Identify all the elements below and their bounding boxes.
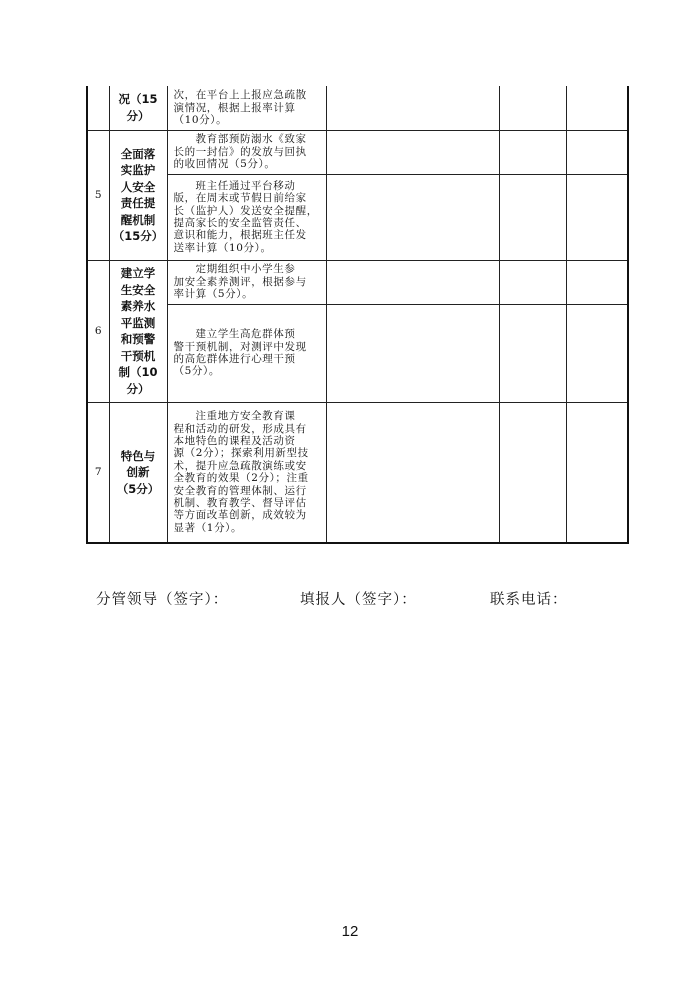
remark-cell — [566, 86, 628, 130]
criteria-line: 警干预机制，对测评中发现 — [173, 340, 307, 353]
self-score-cell — [326, 86, 499, 130]
evidence-cell — [499, 86, 566, 130]
row-number: 6 — [87, 260, 109, 402]
item-line: 素养水 — [120, 299, 156, 313]
criteria-line: 等方面改革创新，成效较为 — [173, 509, 307, 522]
criteria-line: （5分）。 — [173, 365, 220, 378]
row-number: 5 — [87, 130, 109, 260]
evidence-cell — [499, 174, 566, 260]
criteria-cell — [167, 402, 326, 543]
evidence-cell — [499, 304, 566, 402]
criteria-cell — [167, 174, 326, 260]
remark-cell — [566, 130, 628, 174]
criteria-line: 提高家长的安全监管责任、 — [173, 217, 307, 229]
evidence-cell — [499, 130, 566, 174]
item-line: 干预机 — [120, 348, 156, 363]
criteria-line: 安全教育的管理体制、运行 — [173, 484, 307, 497]
criteria-line: 全教育的效果（2分）；注重 — [173, 472, 309, 485]
filler-signature-label: 填报人（签字）： — [300, 592, 417, 608]
criteria-line: 演情况，根据上报率计算 — [173, 101, 296, 114]
criteria-cell — [167, 260, 326, 304]
evaluation-item — [109, 86, 167, 130]
item-line: 创新 — [126, 465, 150, 479]
criteria-line: 加安全素养测评，根据参与 — [173, 275, 307, 288]
self-score-cell — [326, 402, 499, 543]
criteria-line: 本地特色的课程及活动资 — [173, 435, 296, 448]
criteria-cell — [167, 130, 326, 174]
item-line: 人安全 — [120, 179, 156, 194]
self-score-cell — [326, 304, 499, 402]
item-line: 生安全 — [120, 282, 156, 297]
item-line: 特色与 — [120, 448, 156, 463]
criteria-line: 程和活动的研发，形成具有 — [173, 422, 307, 435]
remark-cell — [566, 304, 628, 402]
item-line: 和预警 — [120, 332, 156, 346]
criteria-line: 术，提升应急疏散演练或安 — [173, 459, 307, 472]
item-line: 分） — [126, 108, 150, 123]
remark-cell — [566, 174, 628, 260]
row-number: 7 — [87, 402, 109, 543]
leader-signature-label: 分管领导（签字）： — [96, 592, 229, 608]
criteria-line: 次，在平台上上报应急疏散 — [173, 89, 307, 102]
item-line: 制（10 — [118, 365, 158, 379]
table-row — [87, 174, 628, 260]
criteria-line: 注重地方安全教育课 — [195, 410, 296, 423]
criteria-line: 的收回情况（5分）。 — [173, 158, 276, 171]
item-line: 全面落 — [120, 146, 156, 161]
criteria-line: 意识和能力，根据班主任发 — [173, 229, 307, 242]
self-score-cell — [326, 260, 499, 304]
criteria-line: 送率计算（10分）。 — [173, 241, 272, 254]
remark-cell — [566, 260, 628, 304]
evidence-cell — [499, 402, 566, 543]
item-line: 分） — [126, 381, 150, 396]
evaluation-item — [109, 130, 167, 260]
item-line: （5分） — [116, 481, 160, 496]
item-line: （15分） — [112, 229, 164, 243]
self-score-cell — [326, 174, 499, 260]
table-row — [87, 130, 628, 174]
item-line: 况（15 — [118, 92, 158, 107]
table-row — [87, 402, 628, 543]
criteria-line: 机制、教育教学、督导评估 — [173, 497, 307, 510]
item-line: 建立学 — [120, 266, 156, 280]
evaluation-item — [109, 402, 167, 543]
table-row — [87, 260, 628, 304]
page-number: 12 — [341, 923, 359, 940]
table-row — [87, 86, 628, 130]
row-number — [87, 86, 109, 130]
criteria-line: 班主任通过平台移动 — [195, 179, 296, 192]
criteria-line: 长（监护人）发送安全提醒， — [173, 204, 318, 217]
remark-cell — [566, 402, 628, 543]
criteria-cell — [167, 304, 326, 402]
evidence-cell — [499, 260, 566, 304]
item-line: 实监护 — [120, 163, 156, 177]
criteria-line: 定期组织中小学生参 — [195, 263, 296, 276]
table-row — [87, 304, 628, 402]
evaluation-item — [109, 260, 167, 402]
self-score-cell — [326, 130, 499, 174]
criteria-line: 长的一封信》的发放与回执 — [173, 145, 307, 158]
criteria-cell — [167, 86, 326, 130]
criteria-line: 的高危群体进行心理干预 — [173, 353, 296, 365]
evaluation-table — [86, 86, 629, 544]
item-line: 责任提 — [120, 196, 156, 210]
item-line: 醒机制 — [120, 212, 156, 227]
phone-label: 联系电话： — [490, 592, 568, 608]
criteria-line: 教育部预防溺水《致家 — [195, 133, 307, 146]
item-line: 平监测 — [120, 315, 156, 330]
criteria-line: （10分）。 — [173, 113, 228, 126]
criteria-line: 源（2分）；探索利用新型技 — [173, 447, 309, 460]
criteria-line: 版，在周末或节假日前给家 — [173, 192, 307, 205]
criteria-line: 建立学生高危群体预 — [195, 328, 296, 341]
criteria-line: 显著（1分）。 — [173, 521, 243, 534]
criteria-line: 率计算（5分）。 — [173, 288, 254, 301]
